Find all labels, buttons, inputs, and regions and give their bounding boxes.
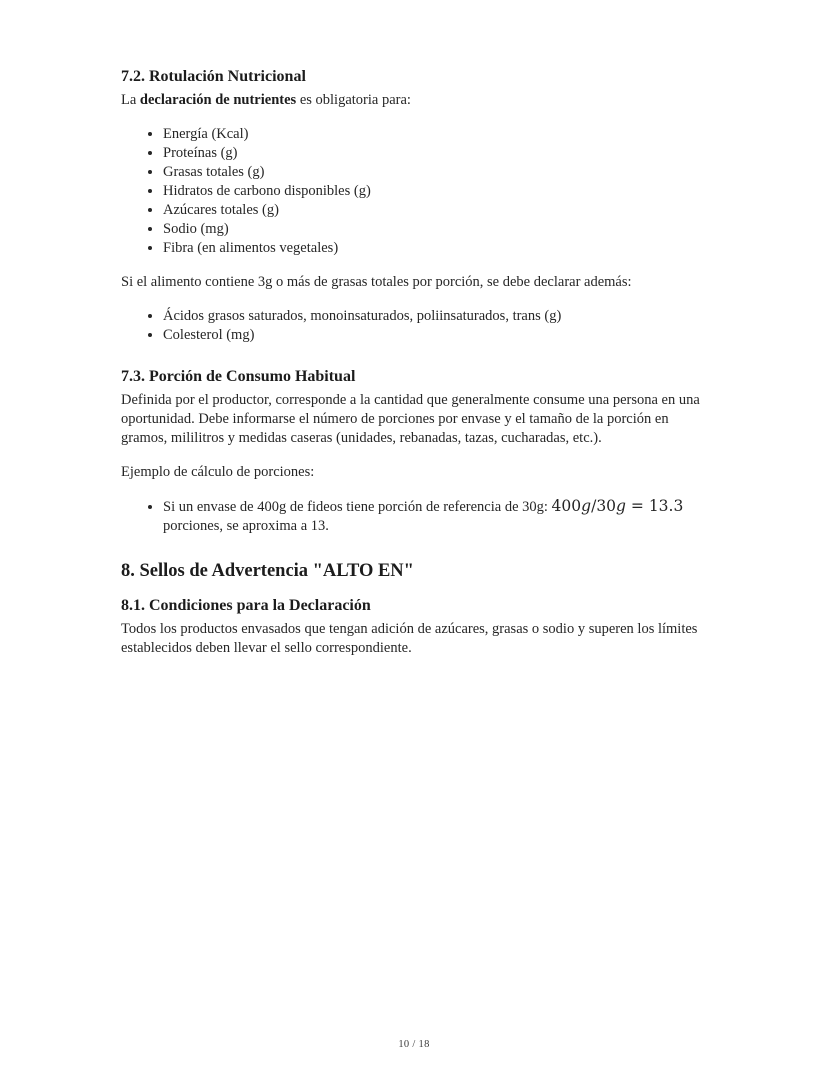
page-footer <box>0 1039 828 1050</box>
nutrients-intro-bold: declaración de nutrientes <box>139 92 297 108</box>
math-variable: g <box>581 497 592 515</box>
example-prefix: Si un envase de 400g de fideos tiene porción de referencia de 30g: <box>163 499 552 515</box>
nutrients-intro-prefix: La <box>121 92 140 108</box>
math-result: = 13.3 <box>625 497 684 515</box>
nutrient-list <box>121 125 713 258</box>
list-item: • Fibra (en alimentos vegetales) <box>163 239 713 258</box>
section-8-1-heading: 8.1. Condiciones para la Declaración <box>121 597 371 614</box>
example-suffix: porciones, se aproxima a 13. <box>163 518 329 534</box>
list-item: • Grasas totales (g) <box>163 163 713 182</box>
example-label: Ejemplo de cálculo de porciones: <box>121 464 315 480</box>
example-item <box>163 497 713 536</box>
list-item: • Hidratos de carbono disponibles (g) <box>163 182 713 201</box>
list-item: • Energía (Kcal) <box>163 125 713 144</box>
section-7-3-body: Definida por el productor, corresponde a la cantidad que generalmente consume una persona en una oportunidad. Debe informarse el número de porciones por envase y el tamaño de la porción en gramos, mililitros y medidas caseras (unidades, rebanadas, tazas, cucharadas, etc.). <box>121 392 700 446</box>
math-expression <box>552 497 684 515</box>
list-item: • Sodio (mg) <box>163 220 713 239</box>
list-item: • Azúcares totales (g) <box>163 201 713 220</box>
example-list <box>121 497 713 536</box>
math-variable: g <box>616 497 626 515</box>
fat-note: Si el alimento contiene 3g o más de grasas totales por porción, se debe declarar además: <box>121 274 632 290</box>
math-operator: / <box>591 497 597 515</box>
section-7-2-heading: 7.2. Rotulación Nutricional <box>121 68 306 85</box>
fat-list <box>121 307 713 345</box>
page-number: 10 / 18 <box>398 1039 430 1050</box>
section-7-3-heading: 7.3. Porción de Consumo Habitual <box>121 368 356 385</box>
page-content <box>121 66 713 658</box>
list-item: • Proteínas (g) <box>163 144 713 163</box>
math-number: 400 <box>551 497 582 515</box>
math-number: 30 <box>596 497 617 515</box>
section-8-1-body: Todos los productos envasados que tengan adición de azúcares, grasas o sodio y superen los límites establecidos deben llevar el sello correspondiente. <box>121 621 698 656</box>
list-item: • Ácidos grasos saturados, monoinsaturados, poliinsaturados, trans (g) <box>163 307 713 326</box>
nutrients-intro-suffix: es obligatoria para: <box>296 92 411 108</box>
section-8-heading: 8. Sellos de Advertencia "ALTO EN" <box>121 561 414 581</box>
nutrients-intro <box>121 91 713 110</box>
list-item: • Colesterol (mg) <box>163 326 713 345</box>
